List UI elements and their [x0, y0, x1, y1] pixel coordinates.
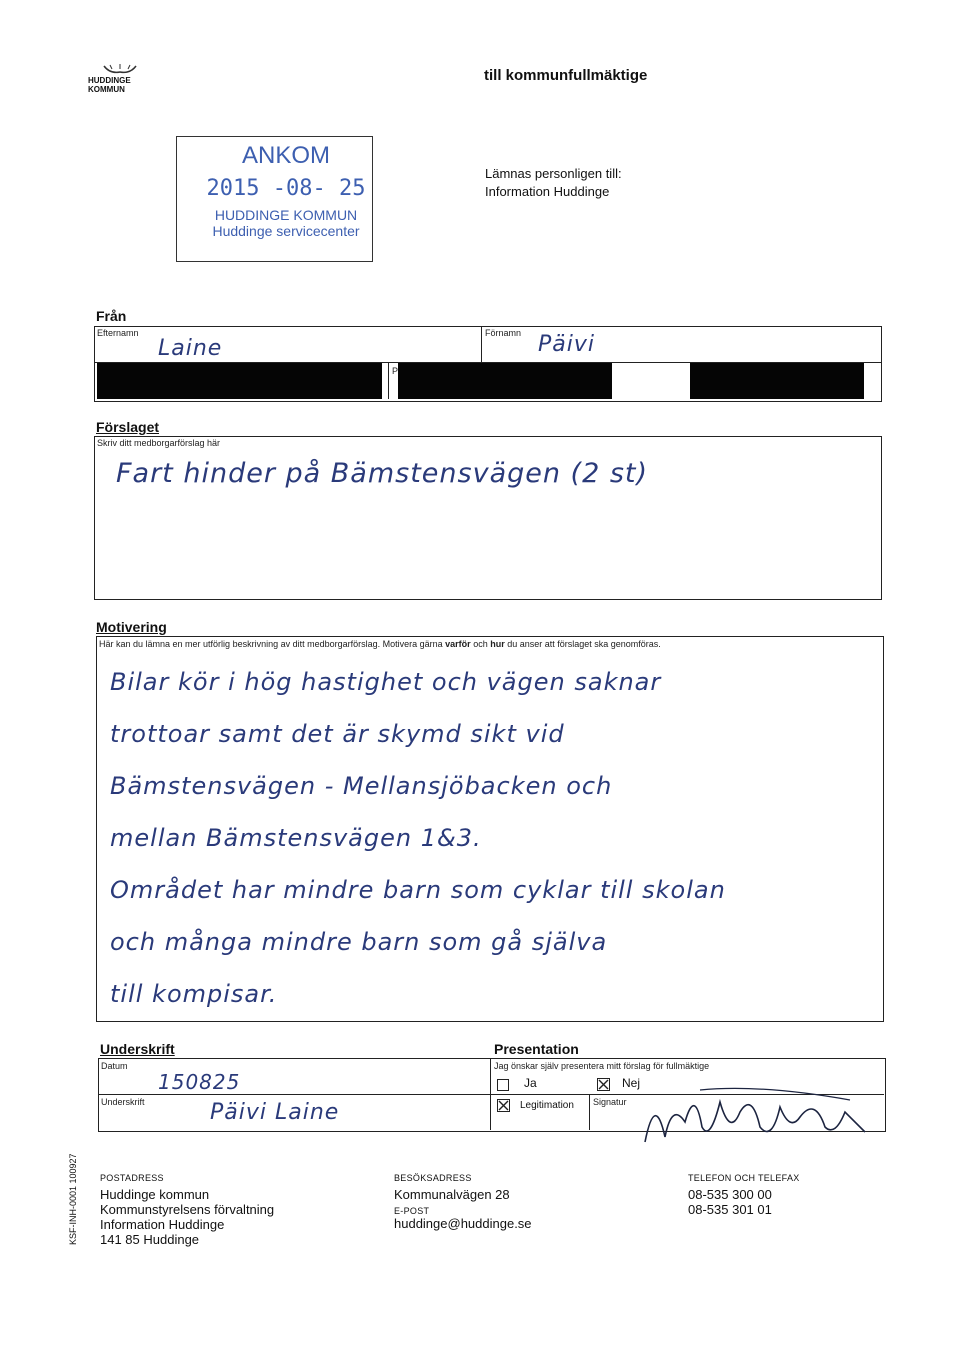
from-col-divider — [481, 326, 482, 362]
signatur-divider — [589, 1094, 590, 1130]
yes-checkbox[interactable] — [497, 1079, 509, 1091]
stamp-unit: Huddinge servicecenter — [212, 223, 360, 239]
legitimation-checkbox[interactable] — [497, 1099, 510, 1112]
motivation-line: trottoar samt det är skymd sikt vid — [110, 720, 565, 748]
no-label: Nej — [622, 1076, 641, 1090]
crown-icon — [102, 62, 138, 76]
phone-heading: TELEFON OCH TELEFAX — [688, 1173, 800, 1183]
motivation-line: mellan Bämstensvägen 1&3. — [110, 824, 482, 852]
legitimation-label: Legitimation — [520, 1100, 574, 1111]
instruction-post: du anser att förslaget ska genomföras. — [504, 639, 661, 649]
stamp-title: ANKOM — [241, 142, 330, 169]
check-x-icon — [498, 1100, 509, 1111]
recipient-heading: till kommunfullmäktige — [484, 67, 648, 84]
motivation-line: Bämstensvägen - Mellansjöbacken och — [110, 772, 613, 800]
motivation-instruction — [99, 639, 661, 649]
proposal-text: Fart hinder på Bämstensvägen (2 st) — [116, 458, 649, 489]
postal-line: 141 85 Huddinge — [100, 1232, 200, 1247]
phone-info — [688, 1173, 800, 1217]
motivation-line: och många mindre barn som gå själva — [110, 928, 608, 956]
official-signature-scribble — [640, 1082, 870, 1152]
redacted-address — [97, 363, 382, 399]
motivation-line: till kompisar. — [110, 980, 278, 1008]
check-x-icon — [598, 1079, 609, 1090]
postal-line: Kommunstyrelsens förvaltning — [100, 1202, 275, 1217]
instruction-bold-why: varför — [445, 639, 471, 649]
document-id: KSF-INH-0001 100927 — [68, 1153, 78, 1245]
firstname-value: Päivi — [538, 332, 595, 357]
proposal-instruction: Skriv ditt medborgarförslag här — [97, 438, 221, 448]
date-label: Datum — [101, 1061, 128, 1071]
submit-info-line2: Information Huddinge — [485, 184, 610, 199]
postcode-label-fragment: P — [392, 366, 399, 376]
from-title: Från — [96, 308, 127, 324]
received-stamp — [196, 140, 376, 260]
motivation-line: Bilar kör i hög hastighet och vägen saknar — [110, 668, 662, 696]
instruction-pre: Här kan du lämna en mer utförlig beskrivning av ditt medborgarförslag. Motivera gärna — [99, 639, 446, 649]
redacted-city — [690, 363, 864, 399]
from-col-divider-2 — [388, 363, 389, 399]
yes-label: Ja — [524, 1076, 537, 1090]
signature-title: Underskrift — [100, 1041, 175, 1057]
proposal-title: Förslaget — [96, 419, 160, 435]
instruction-mid: och — [470, 639, 491, 649]
signatur-label: Signatur — [593, 1097, 627, 1107]
visit-line: Kommunalvägen 28 — [394, 1187, 510, 1202]
submit-info-line1: Lämnas personligen till: — [485, 166, 622, 181]
presentation-question: Jag önskar själv presentera mitt förslag för fullmäktige — [494, 1061, 710, 1071]
postal-line: Huddinge kommun — [100, 1187, 210, 1202]
submit-info — [485, 165, 622, 201]
instruction-bold-how: hur — [490, 639, 505, 649]
stamp-org: HUDDINGE KOMMUN — [214, 207, 358, 223]
logo-text-2: KOMMUN — [88, 85, 125, 94]
no-checkbox[interactable] — [597, 1078, 610, 1091]
email-link[interactable]: huddinge@huddinge.se — [394, 1216, 532, 1231]
postal-heading: POSTADRESS — [100, 1173, 164, 1183]
motivation-line: Området har mindre barn som cyklar till skolan — [110, 876, 726, 904]
surname-value: Laine — [158, 336, 223, 361]
logo-text-1: HUDDINGE — [88, 76, 131, 85]
phone-number: 08-535 300 00 — [688, 1187, 772, 1202]
visit-heading: BESÖKSADRESS — [394, 1173, 472, 1183]
firstname-label: Förnamn — [485, 328, 522, 338]
surname-label: Efternamn — [97, 328, 139, 338]
postal-address — [100, 1173, 274, 1247]
stamp-date: 2015 -08- 25 — [206, 176, 366, 201]
sign-value: Päivi Laine — [210, 1100, 340, 1125]
motivation-text — [110, 656, 870, 1020]
sign-label: Underskrift — [101, 1097, 145, 1107]
fax-number: 08-535 301 01 — [688, 1202, 772, 1217]
date-value: 150825 — [158, 1070, 241, 1094]
postal-line: Information Huddinge — [100, 1217, 225, 1232]
visit-address — [394, 1173, 532, 1231]
logo — [88, 62, 158, 94]
motivation-title: Motivering — [96, 619, 167, 635]
signature-row-divider — [98, 1094, 490, 1095]
email-heading: E-POST — [394, 1206, 430, 1216]
redacted-postcode — [398, 363, 612, 399]
presentation-title: Presentation — [494, 1041, 579, 1057]
